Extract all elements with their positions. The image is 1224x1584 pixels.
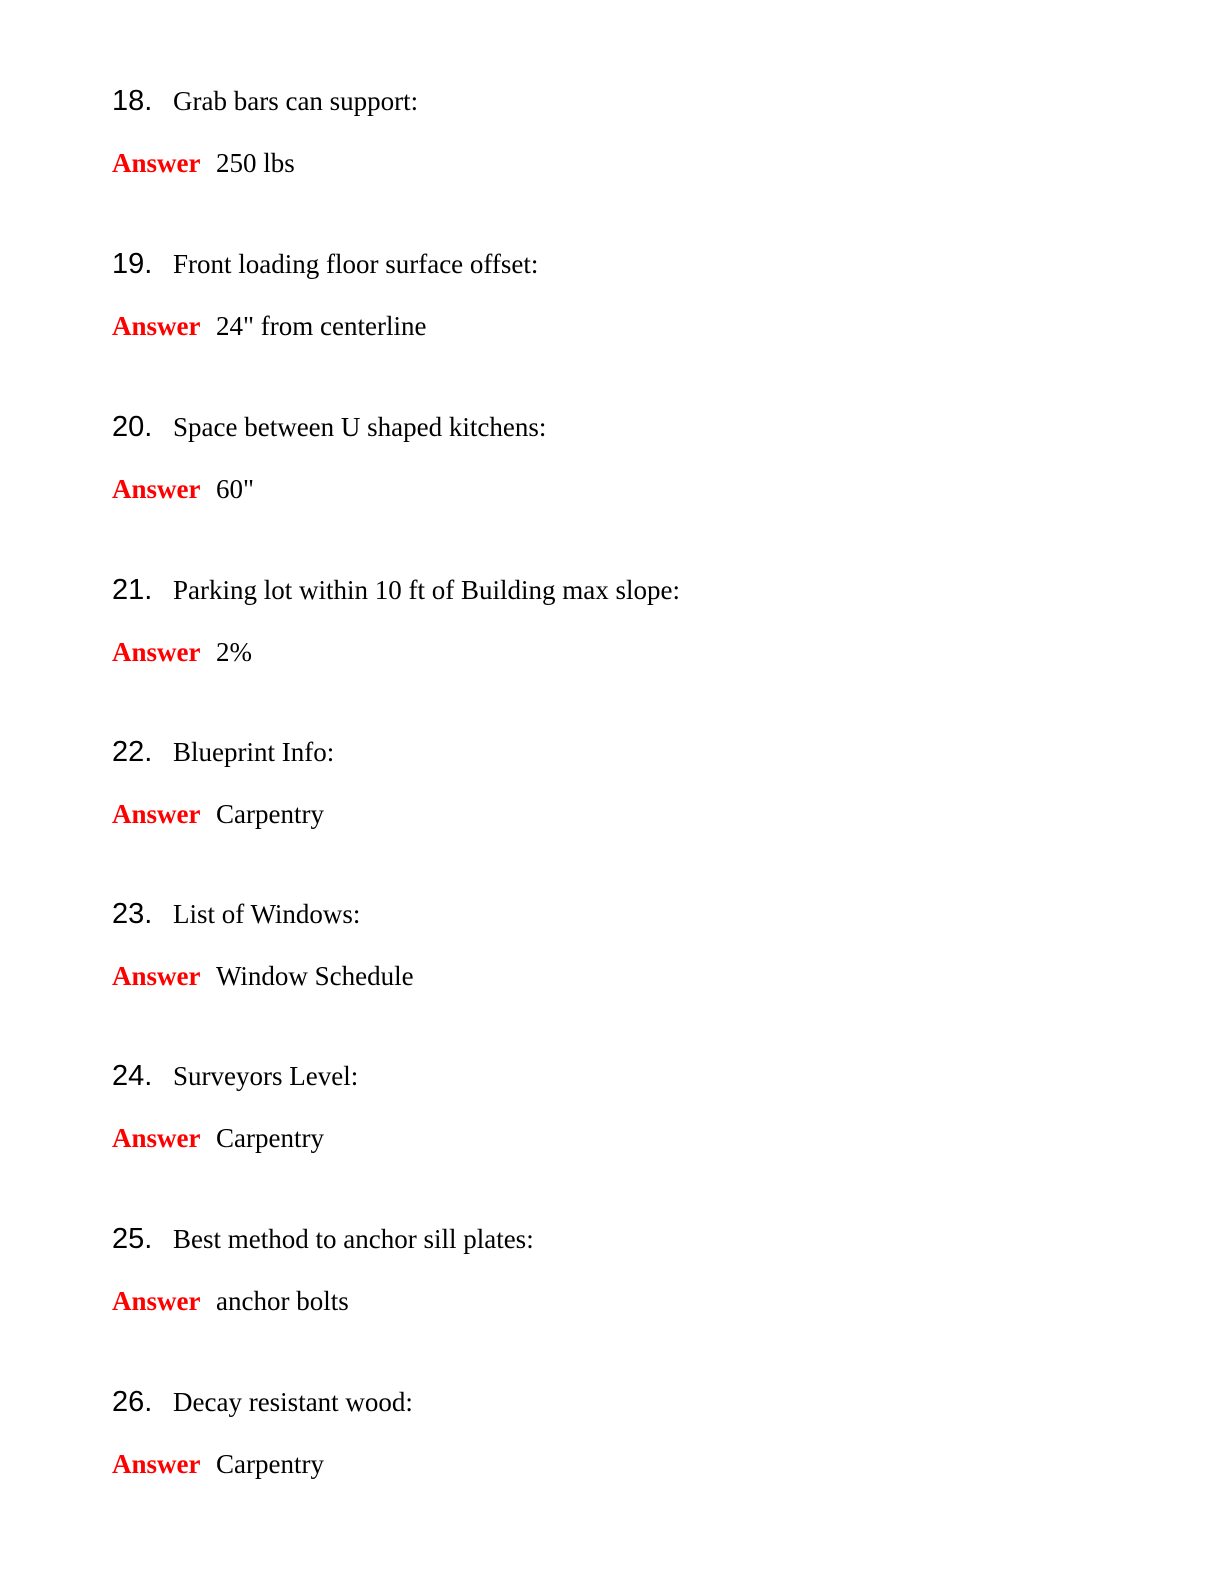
answer-line [112, 799, 1112, 839]
question-number: 22. [112, 736, 153, 768]
answer-text: 2% [216, 637, 252, 667]
qa-item-24 [112, 1060, 1112, 1163]
answer-line [112, 311, 1112, 351]
answer-label: Answer [112, 1123, 201, 1153]
question-text: Front loading floor surface offset: [173, 249, 539, 279]
answer-line [112, 1449, 1112, 1489]
answer-text: Carpentry [216, 799, 324, 829]
question-text: Decay resistant wood: [173, 1387, 413, 1417]
qa-item-25 [112, 1223, 1112, 1326]
question-text: Blueprint Info: [173, 737, 335, 767]
question-number: 20. [112, 411, 153, 443]
answer-line [112, 148, 1112, 188]
answer-text: 24" from centerline [216, 311, 427, 341]
qa-item-20 [112, 411, 1112, 514]
question-line [112, 1060, 1112, 1100]
question-number: 21. [112, 574, 153, 606]
qa-item-23 [112, 898, 1112, 1001]
question-line [112, 85, 1112, 125]
question-line [112, 411, 1112, 451]
question-line [112, 1386, 1112, 1426]
qa-item-19 [112, 248, 1112, 351]
question-line [112, 898, 1112, 938]
question-number: 19. [112, 248, 153, 280]
answer-line [112, 1286, 1112, 1326]
question-line [112, 574, 1112, 614]
answer-label: Answer [112, 961, 201, 991]
qa-item-21 [112, 574, 1112, 677]
question-text: Space between U shaped kitchens: [173, 412, 547, 442]
answer-label: Answer [112, 1286, 201, 1316]
answer-text: Carpentry [216, 1123, 324, 1153]
answer-text: 60" [216, 474, 255, 504]
question-number: 23. [112, 898, 153, 930]
question-line [112, 248, 1112, 288]
answer-label: Answer [112, 148, 201, 178]
question-number: 26. [112, 1386, 153, 1418]
question-text: Best method to anchor sill plates: [173, 1224, 534, 1254]
answer-line [112, 474, 1112, 514]
answer-label: Answer [112, 799, 201, 829]
answer-text: 250 lbs [216, 148, 295, 178]
question-number: 24. [112, 1060, 153, 1092]
question-text: List of Windows: [173, 899, 361, 929]
question-text: Parking lot within 10 ft of Building max slope: [173, 575, 680, 605]
question-number: 18. [112, 85, 153, 117]
question-text: Grab bars can support: [173, 86, 419, 116]
answer-label: Answer [112, 311, 201, 341]
answer-label: Answer [112, 1449, 201, 1479]
question-line [112, 1223, 1112, 1263]
question-number: 25. [112, 1223, 153, 1255]
answer-line [112, 637, 1112, 677]
answer-line [112, 961, 1112, 1001]
question-text: Surveyors Level: [173, 1061, 359, 1091]
answer-text: Window Schedule [216, 961, 414, 991]
answer-label: Answer [112, 637, 201, 667]
answer-label: Answer [112, 474, 201, 504]
qa-item-26 [112, 1386, 1112, 1489]
qa-item-18 [112, 85, 1112, 188]
answer-text: anchor bolts [216, 1286, 349, 1316]
question-line [112, 736, 1112, 776]
answer-text: Carpentry [216, 1449, 324, 1479]
qa-item-22 [112, 736, 1112, 839]
answer-line [112, 1123, 1112, 1163]
